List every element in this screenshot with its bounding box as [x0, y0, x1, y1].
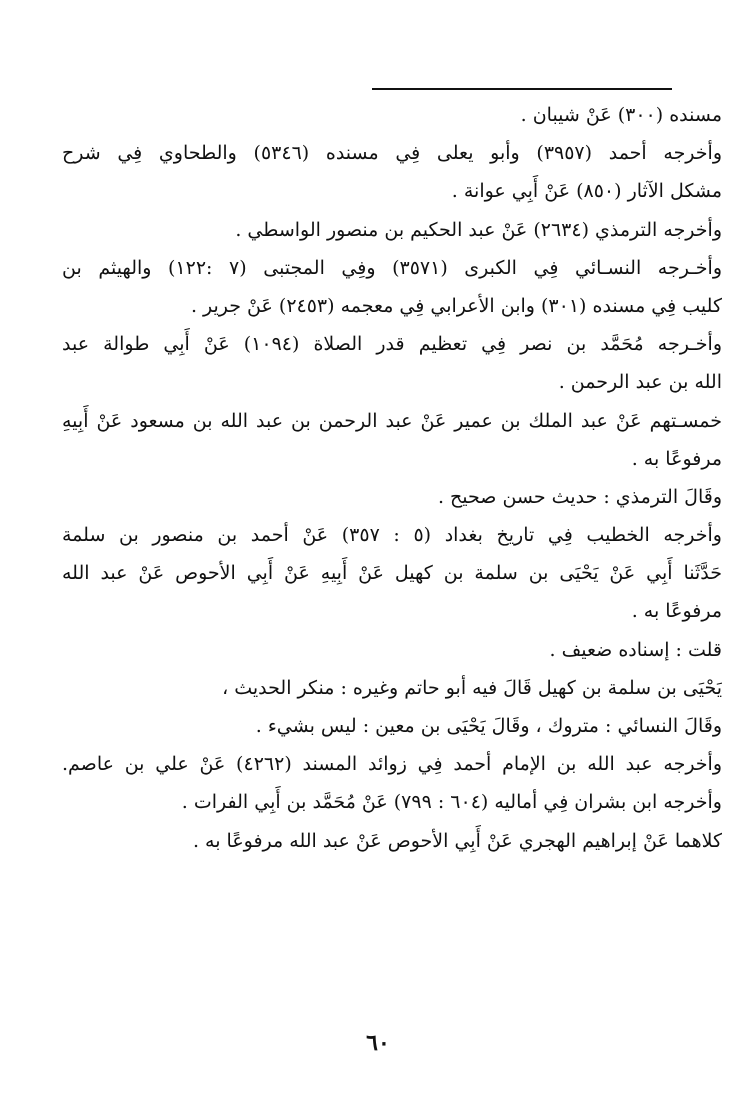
text-line-12: وأخرجه الخطيب فِي تاريخ بغداد (٥ : ٣٥٧) عَنْ أحمد بن منصور بن سلمة — [62, 524, 722, 547]
page-body — [62, 96, 722, 860]
text-line-6: كليب فِي مسنده (٣٠١) وابن الأعرابي فِي معجمه (٢٤٥٣) عَنْ جرير . — [190, 294, 722, 317]
text-line-7: وأخـرجه مُحَمَّد بن نصر فِي تعظيم قدر الصلاة (١٠٩٤) عَنْ أَبِي طوالة عبد — [62, 333, 722, 356]
text-line-3: مشكل الآثار (٨٥٠) عَنْ أَبِي عوانة . — [451, 180, 722, 203]
text-line-19: وأخرجه ابن بشران فِي أماليه (٦٠٤ : ٧٩٩) عَنْ مُحَمَّد بن أَبِي الفرات . — [181, 791, 722, 814]
text-line-20: كلاهما عَنْ إبراهيم الهجري عَنْ أَبِي الأحوص عَنْ عبد الله مرفوعًا به . — [192, 829, 722, 852]
text-line-16: يَحْيَى بن سلمة بن كهيل قَالَ فيه أبو حاتم وغيره : منكر الحديث ، — [222, 676, 722, 699]
text-line-8: الله بن عبد الرحمن . — [558, 371, 722, 394]
page-number: ٦٠ — [366, 1030, 390, 1056]
text-line-13: حَدَّثَنا أَبِي عَنْ يَحْيَى بن سلمة بن كهيل عَنْ أَبِيهِ عَنْ أَبِي الأحوص عَنْ عبد الله — [62, 562, 722, 585]
text-line-17: وقَالَ النسائي : متروك ، وقَالَ يَحْيَى بن معين : ليس بشيء . — [255, 715, 722, 737]
text-line-14: مرفوعًا به . — [631, 600, 722, 623]
footnote-separator-rule — [372, 88, 672, 90]
text-line-10: مرفوعًا به . — [631, 447, 722, 470]
text-line-15: قلت : إسناده ضعيف . — [549, 638, 722, 661]
text-line-18: وأخرجه عبد الله بن الإمام أحمد فِي زوائد المسند (٤٢٦٢) عَنْ علي بن عاصم. — [62, 753, 722, 776]
text-line-2: وأخرجه أحمد (٣٩٥٧) وأبو يعلى فِي مسنده (٥٣٤٦) والطحاوي فِي شرح — [62, 142, 722, 165]
text-line-9: خمسـتهم عَنْ عبد الملك بن عمير عَنْ عبد الرحمن بن عبد الله بن مسعود عَنْ أَبِيهِ — [62, 409, 722, 432]
text-line-1: مسنده (٣٠٠) عَنْ شيبان . — [520, 104, 722, 126]
text-line-4: وأخرجه الترمذي (٢٦٣٤) عَنْ عبد الحكيم بن منصور الواسطي . — [235, 218, 722, 241]
text-line-5: وأخـرجه النسـائي فِي الكبرى (٣٥٧١) وفِي المجتبى (٧ :١٢٢) والهيثم بن — [62, 256, 722, 279]
text-line-11: وقَالَ الترمذي : حديث حسن صحيح . — [437, 485, 722, 508]
